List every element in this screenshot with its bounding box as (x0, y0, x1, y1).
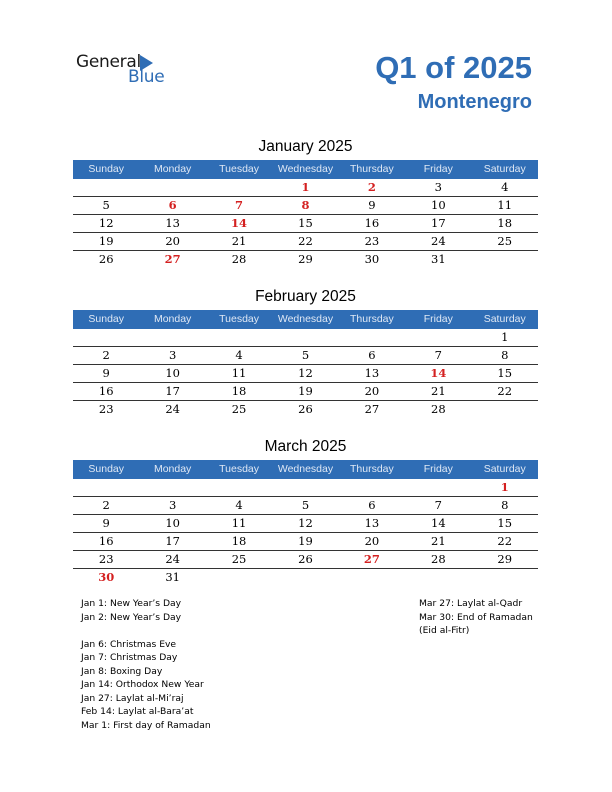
day-cell: 11 (231, 516, 247, 530)
day-cell: 16 (98, 384, 114, 398)
day-cell: 22 (298, 234, 313, 248)
holiday-note: (Eid al-Fitr) (419, 625, 470, 636)
week-row (73, 347, 538, 365)
weekday-label: Thursday (350, 163, 394, 175)
logo (76, 52, 186, 88)
month-february (73, 288, 538, 418)
day-cell: 6 (368, 348, 376, 362)
week-row (73, 365, 538, 383)
day-cell: 29 (298, 252, 313, 266)
day-cell: 3 (168, 498, 177, 512)
day-cell: 31 (165, 570, 180, 584)
day-cell (206, 479, 272, 496)
month-title: January 2025 (258, 138, 353, 155)
day-cell: 18 (231, 384, 247, 398)
holiday-note: Jan 2: New Year’s Day (81, 611, 182, 623)
weekday-label: Friday (423, 163, 453, 175)
day-cell: 20 (364, 384, 380, 398)
weekday-label: Saturday (483, 463, 526, 475)
day-cell: 25 (497, 234, 513, 248)
day-cell: 21 (231, 234, 247, 248)
holiday-note: Jan 27: Laylat al-Mi’raj (81, 692, 184, 704)
holiday-notes-left (81, 597, 211, 732)
day-cell: 20 (364, 534, 380, 548)
weekday-label: Tuesday (219, 313, 259, 325)
day-cell: 27 (164, 252, 181, 266)
day-cell: 18 (497, 216, 513, 230)
day-cell: 19 (298, 384, 313, 398)
week-row (73, 179, 538, 197)
day-cell: 15 (497, 516, 513, 530)
day-cell: 6 (368, 498, 376, 512)
day-cell: 1 (301, 180, 310, 194)
day-cell (472, 569, 538, 586)
holiday-note: Jan 6: Christmas Eve (81, 638, 177, 650)
day-cell: 2 (102, 348, 110, 362)
week-row (73, 497, 538, 515)
day-cell: 14 (431, 516, 446, 530)
day-cell: 9 (368, 198, 376, 212)
day-cell: 24 (431, 234, 446, 248)
day-cell (139, 479, 205, 496)
month-title: March 2025 (264, 438, 347, 455)
weekday-label: Friday (423, 313, 453, 325)
holiday-note: Jan 8: Boxing Day (81, 665, 163, 677)
day-cell: 8 (501, 498, 509, 512)
day-cell: 22 (497, 534, 513, 548)
day-cell: 13 (364, 366, 380, 380)
day-cell: 17 (165, 384, 180, 398)
week-row (73, 401, 538, 418)
logo-blue-text: Blue (128, 67, 165, 87)
day-cell: 28 (431, 402, 446, 416)
week-row (73, 515, 538, 533)
day-cell (339, 329, 405, 346)
day-cell: 26 (298, 402, 313, 416)
day-cell: 11 (497, 198, 513, 212)
day-cell: 5 (301, 498, 310, 512)
weekday-label: Wednesday (277, 163, 334, 175)
day-cell: 12 (298, 516, 313, 530)
day-cell: 9 (102, 516, 110, 530)
holiday-note: Mar 27: Laylat al-Qadr (419, 598, 523, 609)
day-cell (272, 479, 338, 496)
day-cell: 4 (235, 348, 243, 362)
day-cell: 25 (231, 402, 247, 416)
day-cell: 25 (231, 552, 247, 566)
day-cell: 17 (165, 534, 180, 548)
day-cell: 7 (235, 198, 244, 212)
day-cell: 22 (497, 384, 513, 398)
month-march (73, 438, 538, 586)
day-cell: 24 (165, 552, 180, 566)
weekday-label: Tuesday (219, 163, 259, 175)
day-cell: 12 (98, 216, 114, 230)
day-cell: 16 (98, 534, 114, 548)
day-cell: 26 (98, 252, 114, 266)
day-cell: 14 (430, 366, 447, 380)
day-cell (272, 329, 338, 346)
holiday-note: Mar 1: First day of Ramadan (81, 719, 211, 731)
day-cell (472, 251, 538, 268)
day-cell: 24 (165, 402, 180, 416)
week-row (73, 215, 538, 233)
holiday-note: Jan 14: Orthodox New Year (81, 679, 204, 690)
weekday-label: Monday (153, 313, 192, 325)
holiday-notes-right (419, 597, 533, 638)
day-cell: 27 (363, 552, 380, 566)
day-cell (139, 179, 205, 196)
day-cell: 7 (434, 498, 442, 512)
week-row (73, 551, 538, 569)
week-row (73, 251, 538, 268)
day-cell (405, 329, 471, 346)
weekday-label: Thursday (350, 463, 394, 475)
weekday-label: Wednesday (277, 313, 334, 325)
logo-general-text: General (76, 52, 141, 72)
weekday-header (73, 160, 538, 179)
day-cell (339, 569, 405, 586)
week-row (73, 233, 538, 251)
holiday-note: Feb 14: Laylat al-Bara’at (81, 706, 194, 717)
day-cell (405, 479, 471, 496)
weekday-label: Friday (423, 463, 453, 475)
week-row (73, 383, 538, 401)
day-cell: 27 (364, 402, 380, 416)
week-row (73, 569, 538, 586)
day-cell (272, 569, 338, 586)
day-cell (405, 569, 471, 586)
day-cell: 19 (298, 534, 313, 548)
day-cell: 23 (98, 402, 114, 416)
day-cell: 11 (231, 366, 247, 380)
day-cell: 5 (102, 198, 110, 212)
week-row (73, 479, 538, 497)
holiday-note: Mar 30: End of Ramadan (419, 611, 533, 623)
day-cell (472, 401, 538, 418)
day-cell: 23 (364, 234, 380, 248)
weekday-label: Sunday (88, 313, 125, 325)
day-cell: 15 (497, 366, 513, 380)
weekday-label: Saturday (483, 313, 526, 325)
day-cell: 8 (501, 348, 509, 362)
holiday-note: Jan 1: New Year’s Day (81, 598, 182, 609)
day-cell: 16 (364, 216, 380, 230)
weekday-label: Monday (153, 163, 192, 175)
day-cell (206, 329, 272, 346)
weekday-label: Thursday (350, 313, 394, 325)
day-cell: 12 (298, 366, 313, 380)
week-row (73, 329, 538, 347)
day-cell: 20 (165, 234, 180, 248)
day-cell: 3 (168, 348, 177, 362)
day-cell (206, 569, 272, 586)
day-cell: 26 (298, 552, 313, 566)
day-cell: 1 (500, 480, 509, 494)
day-cell: 5 (301, 348, 310, 362)
day-cell: 4 (235, 498, 243, 512)
day-cell: 7 (434, 348, 442, 362)
day-cell (139, 329, 205, 346)
month-title: February 2025 (255, 288, 356, 305)
day-cell: 13 (364, 516, 380, 530)
day-cell: 13 (165, 216, 180, 230)
day-cell: 28 (431, 552, 446, 566)
day-cell: 19 (98, 234, 114, 248)
day-cell: 1 (501, 330, 509, 344)
weekday-header (73, 310, 538, 329)
weekday-label: Monday (153, 463, 192, 475)
day-cell: 2 (367, 180, 376, 194)
day-cell: 21 (431, 384, 446, 398)
day-cell: 9 (102, 366, 110, 380)
day-cell: 17 (431, 216, 446, 230)
day-cell: 28 (231, 252, 247, 266)
weekday-header (73, 460, 538, 479)
day-cell (73, 179, 139, 196)
day-cell: 10 (431, 198, 446, 212)
day-cell (73, 479, 139, 496)
day-cell (73, 329, 139, 346)
day-cell: 21 (431, 534, 446, 548)
week-row (73, 197, 538, 215)
weekday-label: Wednesday (277, 463, 334, 475)
day-cell: 30 (364, 252, 380, 266)
day-cell: 15 (298, 216, 313, 230)
holiday-note: Jan 7: Christmas Day (81, 652, 178, 663)
day-cell (206, 179, 272, 196)
weekday-label: Tuesday (219, 463, 259, 475)
weekday-label: Saturday (483, 163, 526, 175)
page-title: Q1 of 2025 (375, 50, 532, 85)
day-cell: 10 (165, 366, 180, 380)
day-cell: 10 (165, 516, 180, 530)
country-name: Montenegro (417, 91, 532, 113)
day-cell: 23 (98, 552, 114, 566)
day-cell: 3 (434, 180, 442, 194)
day-cell (339, 479, 405, 496)
day-cell: 31 (431, 252, 446, 266)
day-cell: 8 (301, 198, 310, 212)
weekday-label: Sunday (88, 463, 125, 475)
day-cell: 30 (98, 570, 115, 584)
day-cell: 18 (231, 534, 247, 548)
day-cell: 14 (231, 216, 248, 230)
month-january (73, 138, 538, 268)
weekday-label: Sunday (88, 163, 125, 175)
day-cell: 4 (501, 180, 509, 194)
day-cell: 2 (102, 498, 110, 512)
day-cell: 6 (168, 198, 177, 212)
day-cell: 29 (497, 552, 513, 566)
week-row (73, 533, 538, 551)
